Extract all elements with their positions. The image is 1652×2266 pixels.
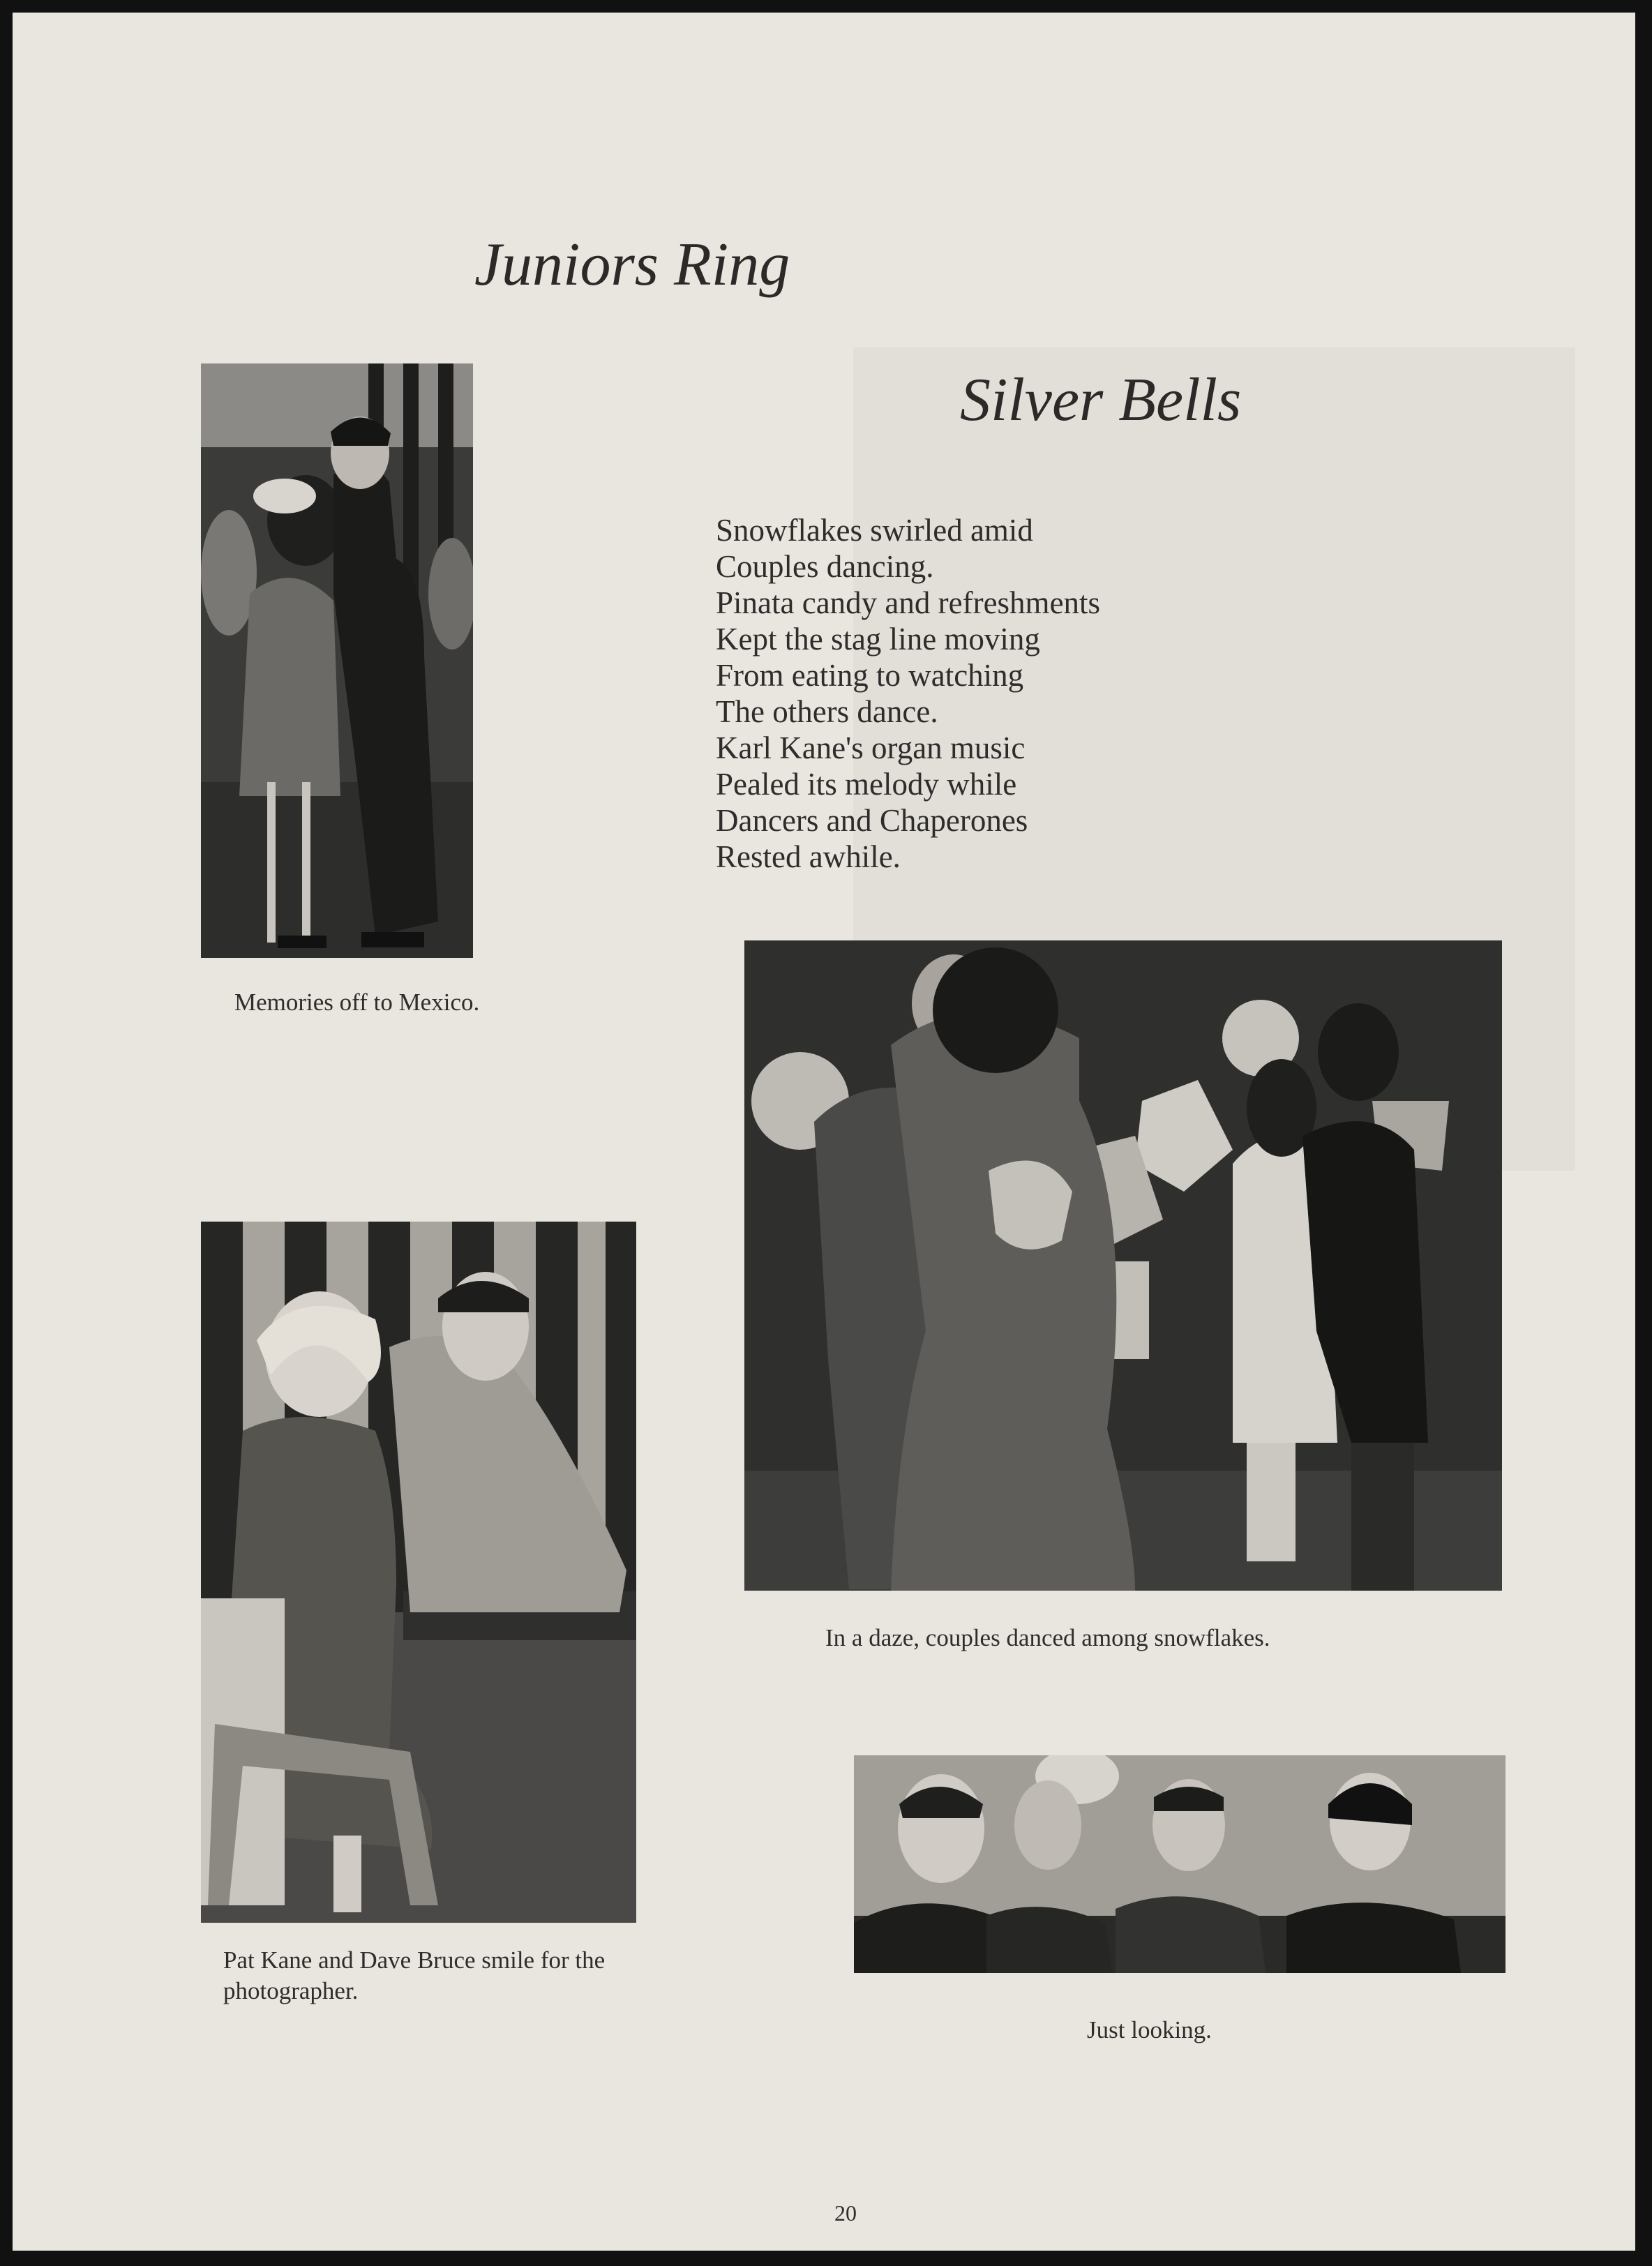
yearbook-page [13,13,1635,2251]
page-title-line1: Juniors Ring [474,231,790,299]
caption-four-boys: Just looking. [1087,2016,1212,2043]
poem-line: The others dance. [716,694,938,729]
caption-couples-among-snowflakes: In a daze, couples danced among snowflakes. [825,1624,1270,1651]
poem-line: Pealed its melody while [716,767,1017,802]
photo-four-boys [854,1755,1505,1973]
poem-line: Kept the stag line moving [716,622,1040,656]
photo-pat-and-dave-seated [201,1222,636,1923]
caption-couple-dancing: Memories off to Mexico. [234,989,480,1016]
photo-couples-among-snowflakes [744,940,1502,1591]
page-title-line2: Silver Bells [960,366,1242,434]
poem-line: Couples dancing. [716,549,934,584]
poem-line: Rested awhile. [716,839,901,874]
poem [716,512,1344,875]
poem-line: Karl Kane's organ music [716,730,1026,765]
page-number: 20 [834,2200,857,2226]
poem-line: Snowflakes swirled amid [716,513,1033,548]
poem-line: Dancers and Chaperones [716,803,1028,838]
poem-line: Pinata candy and refreshments [716,585,1101,620]
photo-couple-dancing [201,363,473,958]
poem-line: From eating to watching [716,658,1024,693]
caption-pat-and-dave: Pat Kane and Dave Bruce smile for the photographer. [223,1946,606,2004]
